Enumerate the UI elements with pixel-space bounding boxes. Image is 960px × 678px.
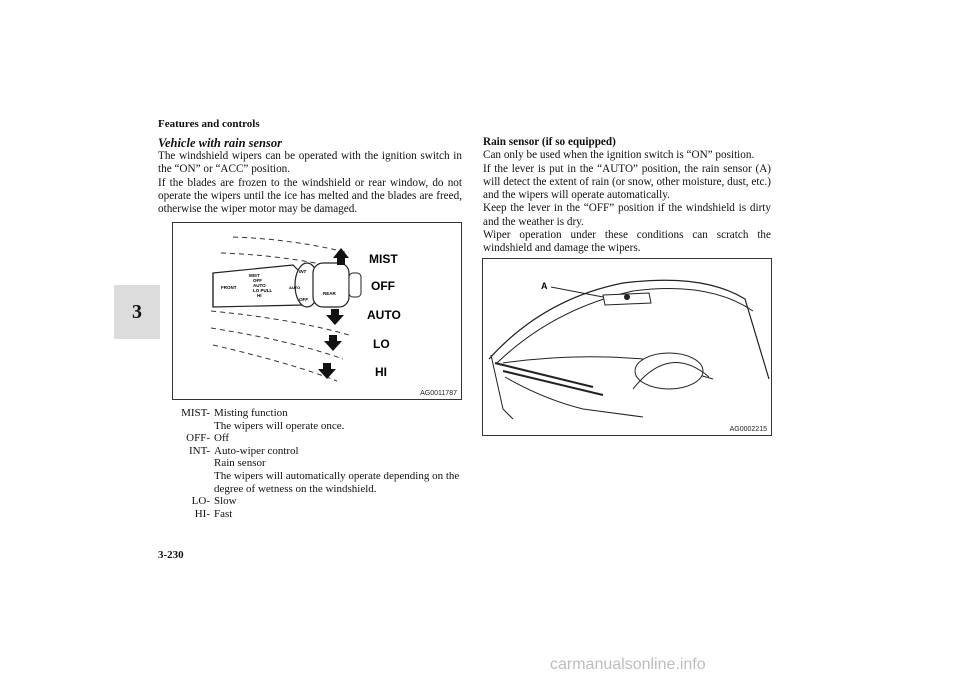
switch-hi-text: HI	[257, 293, 262, 298]
legend-key: LO-	[191, 495, 210, 508]
right-paragraph-1: Can only be used when the ignition switch is “ON” position.	[483, 149, 755, 162]
label-auto: AUTO	[367, 308, 401, 322]
legend-line: Misting function	[214, 407, 288, 419]
arrow-lo-icon	[324, 335, 342, 351]
wiper-lever-illustration	[173, 223, 461, 399]
switch-front-text: FRONT	[221, 285, 237, 290]
legend-line: The wipers will operate once.	[214, 419, 345, 432]
left-column	[158, 136, 462, 216]
legend-line: Slow	[214, 495, 237, 508]
switch-int-text: INT	[299, 269, 307, 274]
label-mist: MIST	[369, 252, 398, 266]
watermark: carmanualsonline.info	[550, 656, 706, 673]
switch-rear-text: REAR	[323, 291, 336, 296]
figure-code-left: AG0011787	[420, 390, 457, 397]
legend-row-mist	[172, 407, 462, 432]
label-lo: LO	[373, 337, 390, 351]
callout-a: A	[541, 281, 548, 291]
right-column	[483, 136, 771, 256]
section-header: Features and controls	[158, 118, 260, 130]
left-heading: Vehicle with rain sensor	[158, 136, 282, 150]
legend-row-hi	[172, 508, 462, 521]
legend-line: Off	[214, 432, 230, 445]
chapter-tab: 3	[114, 285, 160, 339]
legend-row-off	[172, 432, 462, 445]
windshield-illustration	[483, 259, 771, 435]
figure-code-right: AG0002215	[729, 426, 767, 433]
switch-mist-text: MIST	[249, 273, 260, 278]
legend-row-int	[172, 445, 462, 495]
switch-off-text: OFF	[253, 278, 262, 283]
label-hi: HI	[375, 365, 387, 379]
legend-line: The wipers will automatically operate depending on the degree of wetness on the windshield.	[214, 469, 460, 495]
legend-key: INT-	[189, 444, 210, 457]
legend-key: HI-	[194, 507, 210, 520]
arrow-auto-icon	[326, 309, 344, 325]
right-paragraph-2: If the lever is put in the “AUTO” position, the rain sensor (A) will detect the extent of rain (or snow, other moisture, dust, etc.) and the wipers will operate automatically.	[483, 162, 771, 202]
left-paragraph-1: The windshield wipers can be operated with the ignition switch in the “ON” or “ACC” position.	[158, 150, 462, 176]
right-paragraph-4: Wiper operation under these conditions can scratch the windshield and damage the wipers.	[483, 229, 771, 255]
switch-off-dial-text: OFF	[299, 297, 308, 302]
page-number: 3-230	[158, 549, 184, 561]
label-off: OFF	[371, 279, 395, 293]
legend-line: Auto-wiper control	[214, 444, 299, 457]
switch-auto-text: AUTO	[253, 283, 266, 288]
windshield-figure	[482, 258, 772, 436]
legend-key: OFF-	[186, 432, 210, 445]
legend-line: Rain sensor	[214, 457, 266, 470]
wiper-lever-figure	[172, 222, 462, 400]
callout-line	[551, 287, 603, 297]
left-paragraph-2: If the blades are frozen to the windshield or rear window, do not operate the wipers until the ice has melted and the blades are freed, otherwise the wiper motor may be damaged.	[158, 176, 462, 216]
right-paragraph-3: Keep the lever in the “OFF” position if the windshield is dirty and the weather is dry.	[483, 202, 771, 228]
switch-auto-dial-text: AUTO	[289, 285, 301, 290]
right-heading: Rain sensor (if so equipped)	[483, 136, 616, 148]
legend	[172, 407, 462, 520]
wiper-blade-icon	[495, 363, 593, 387]
legend-key: MIST-	[181, 407, 210, 419]
switch-lo-pull-text: LO PULL	[253, 288, 273, 293]
legend-line: Fast	[214, 507, 233, 520]
arrow-hi-icon	[318, 363, 336, 379]
legend-row-lo	[172, 495, 462, 508]
